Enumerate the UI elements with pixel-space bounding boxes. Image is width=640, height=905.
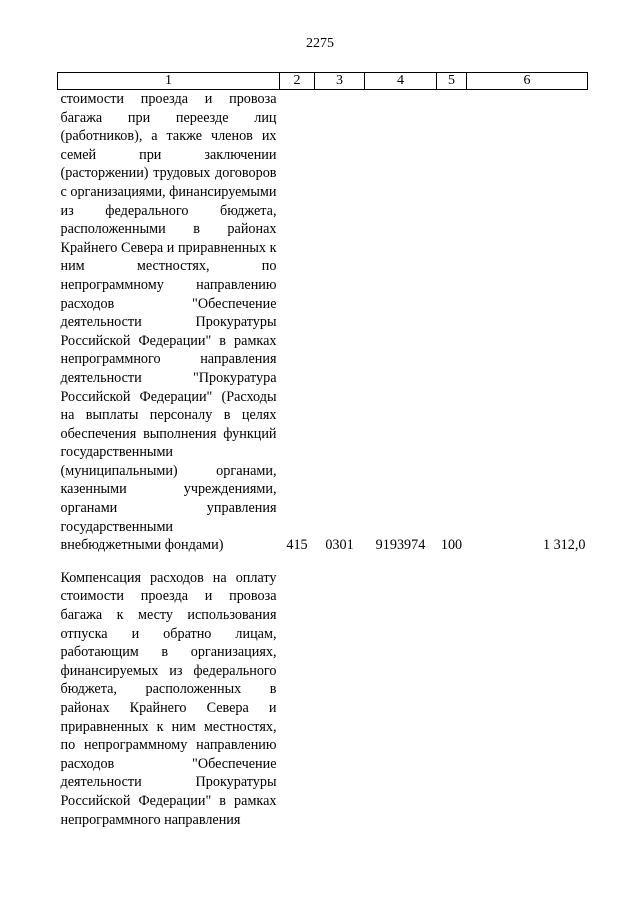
row-description: Компенсация расходов на оплату стоимости проезда и провоза багажа к месту использования отпуска и обратно лицам, работающим в организациях, финансируемых из федерального бюджета, расположенных в районах Крайнего Севера и приравненных к ним местностях, по непрограммному направлению расходов "Обеспечение деятельности Прокуратуры Российской Федерации" в рамках непрограммного направления [60,569,277,828]
col-header-1: 1 [58,73,280,90]
row-expense-type [437,569,467,829]
col-header-4: 4 [365,73,437,90]
page-number: 2275 [306,36,334,51]
col-header-3: 3 [315,73,365,90]
row-expense-type: 100 [440,537,463,554]
col-header-6: 6 [467,73,588,90]
row-ministry-code: 415 [286,537,308,554]
row-section-code [315,569,365,829]
table-header-row [58,73,588,90]
row-target-article [365,569,437,829]
table-row [58,90,588,555]
table-row [58,569,588,829]
row-ministry-code [280,569,315,829]
row-spacer [58,555,588,569]
col-header-5: 5 [437,73,467,90]
budget-table [57,72,588,829]
row-target-article: 9193974 [375,537,426,554]
row-amount [467,569,588,829]
row-description: стоимости проезда и провоза багажа при переезде лиц (работников), а также членов их семей при заключении (расторжении) трудовых договоров с организациями, финансируемыми из федерального бюджета, расположенными в районах Крайнего Севера и приравненных к ним местностях, по непрограммному направлению расходов "Обеспечение деятельности Прокуратуры Российской Федерации" в рамках непрограммного направления деятельности "Прокуратура Российской Федерации" (Расходы на выплаты персоналу в целях обеспечения выполнения функций государственными (муниципальными) органами, казенными учреждениями, органами управления государственными внебюджетными фондами) [60,91,277,554]
row-amount: 1 312,0 [542,537,586,554]
row-section-code: 0301 [325,537,354,554]
col-header-2: 2 [280,73,315,90]
